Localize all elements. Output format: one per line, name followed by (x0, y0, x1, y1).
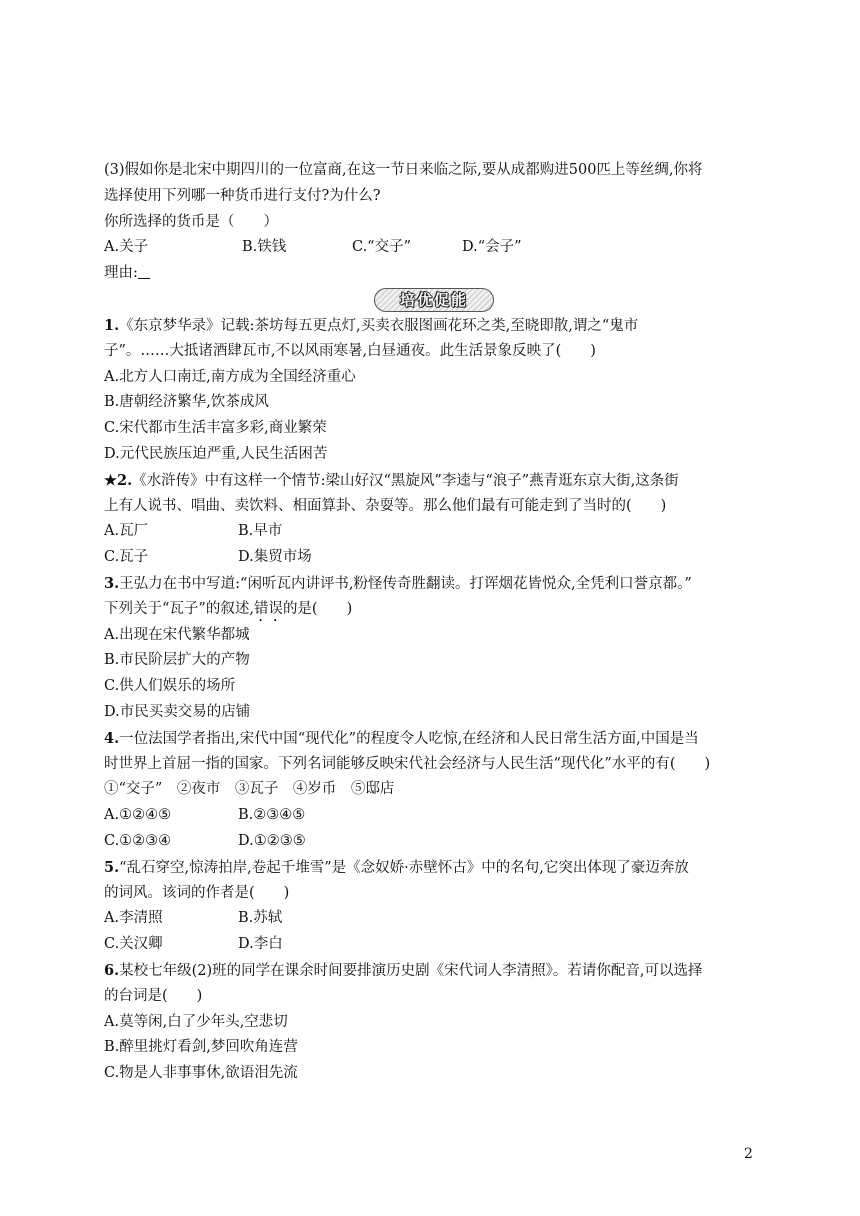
question-number: 5. (104, 858, 120, 876)
q2-line-2: 上有人说书、唱曲、卖饮料、相面算卦、杂耍等。那么他们最有可能走到了当时的( ) (104, 497, 667, 514)
q3-option-c: C.供人们娱乐的场所 (104, 678, 236, 695)
option-b: B.铁钱 (242, 239, 287, 256)
q6-option-b: B.醉里挑灯看剑,梦回吹角连营 (104, 1039, 298, 1056)
q3-option-d: D.市民买卖交易的店铺 (104, 703, 251, 720)
q2-options-row-1 (104, 519, 764, 545)
q5-line-1 (104, 855, 764, 881)
option-d: D.集贸市场 (238, 549, 312, 566)
part3-options (104, 235, 764, 261)
question-text: 一位法国学者指出,宋代中国“现代化”的程度令人吃惊,在经济和人民日常生活方面,中国是当 (119, 730, 699, 747)
option-c: C.关汉卿 (104, 936, 163, 953)
q4-line-3: ①“交子” ②夜市 ③瓦子 ④岁币 ⑤邸店 (104, 781, 395, 798)
q6-option-a: A.莫等闲,白了少年头,空悲切 (104, 1013, 288, 1030)
q3-line-2 (104, 597, 764, 623)
q1-option-b: B.唐朝经济繁华,饮茶成风 (104, 394, 269, 411)
q3-option-a: A.出现在宋代繁华都城 (104, 626, 250, 643)
question-number: 1. (104, 316, 120, 334)
q4-line-1 (104, 726, 764, 752)
q1-option-c: C.宋代都市生活丰富多彩,商业繁荣 (104, 420, 327, 437)
q1-option-d: D.元代民族压迫严重,人民生活困苦 (104, 445, 328, 462)
q2-line-1 (104, 468, 764, 494)
option-d: D.①②③⑤ (238, 832, 306, 849)
q4-options-row-2 (104, 829, 764, 855)
q4-options-row-1 (104, 803, 764, 829)
option-b: B.②③④⑤ (238, 807, 306, 824)
part3-line-1: (3)假如你是北宋中期四川的一位富商,在这一节日来临之际,要从成都购进500匹上等丝绸,你将 (104, 162, 703, 178)
page-content (104, 158, 764, 1087)
option-d: D.“会子” (462, 239, 522, 256)
option-a: A.关子 (104, 239, 149, 256)
option-a: A.瓦厂 (104, 523, 149, 540)
question-text: 下列关于“瓦子”的叙述, (104, 600, 254, 617)
option-c: C.①②③④ (104, 832, 172, 849)
q2-options-row-2 (104, 545, 764, 571)
part3-line-3: 你所选择的货币是（ ） (104, 213, 278, 230)
question-number: 4. (104, 729, 120, 747)
question-text: 王弘力在书中写道:“闲听瓦内讲评书,粉怪传奇胜翻读。打诨烟花皆悦众,全凭利口誉京都。” (119, 575, 692, 592)
option-c: C.“交子” (352, 239, 412, 256)
page-number: 2 (744, 1146, 753, 1162)
q3-line-1 (104, 571, 764, 597)
reason-label: 理由: (104, 265, 138, 282)
question-number: 3. (104, 574, 120, 592)
q1-line-1 (104, 313, 764, 339)
question-text: 的是( ) (282, 600, 353, 617)
section-banner-label: 培优促能 (399, 291, 468, 310)
question-number: 6. (104, 961, 120, 979)
emphasized-word: 错误 (253, 600, 283, 617)
q6-option-c: C.物是人非事事休,欲语泪先流 (104, 1065, 298, 1082)
option-a: A.李清照 (104, 910, 163, 927)
option-b: B.苏轼 (238, 910, 283, 927)
section-banner-row (104, 287, 764, 313)
question-number: ★2. (104, 471, 133, 489)
q1-option-a: A.北方人口南迁,南方成为全国经济重心 (104, 368, 356, 385)
q5-options-row-1 (104, 906, 764, 932)
part3-line-2: 选择使用下列哪一种货币进行支付?为什么? (104, 187, 381, 204)
question-text: “乱石穿空,惊涛拍岸,卷起千堆雪”是《念奴娇·赤壁怀古》中的名句,它突出体现了豪迈奔放 (119, 859, 689, 876)
q5-line-2: 的词风。该词的作者是( ) (104, 884, 290, 901)
question-text: 《东京梦华录》记载:茶坊每五更点灯,买卖衣服图画花环之类,至晓即散,谓之“鬼市 (119, 317, 639, 334)
answer-blank (138, 263, 150, 279)
option-b: B.早市 (238, 523, 283, 540)
q6-line-2: 的台词是( ) (104, 987, 203, 1004)
question-text: 某校七年级(2)班的同学在课余时间要排演历史剧《宋代词人李清照》。若请你配音,可以选择 (119, 962, 703, 979)
question-text: 《水浒传》中有这样一个情节:梁山好汉“黑旋风”李逵与“浪子”燕青逛东京大街,这条街 (132, 472, 679, 489)
q1-line-2: 子”。……大抵诸酒肆瓦市,不以风雨寒暑,白昼通夜。此生活景象反映了( ) (104, 342, 596, 359)
option-d: D.李白 (238, 936, 283, 953)
option-c: C.瓦子 (104, 549, 149, 566)
q3-option-b: B.市民阶层扩大的产物 (104, 652, 250, 669)
option-a: A.①②④⑤ (104, 807, 172, 824)
reason-line (104, 261, 764, 287)
section-banner (374, 288, 494, 312)
q6-line-1 (104, 958, 764, 984)
q5-options-row-2 (104, 932, 764, 958)
q4-line-2: 时世界上首屈一指的国家。下列名词能够反映宋代社会经济与人民生活“现代化”水平的有( ) (104, 755, 711, 772)
